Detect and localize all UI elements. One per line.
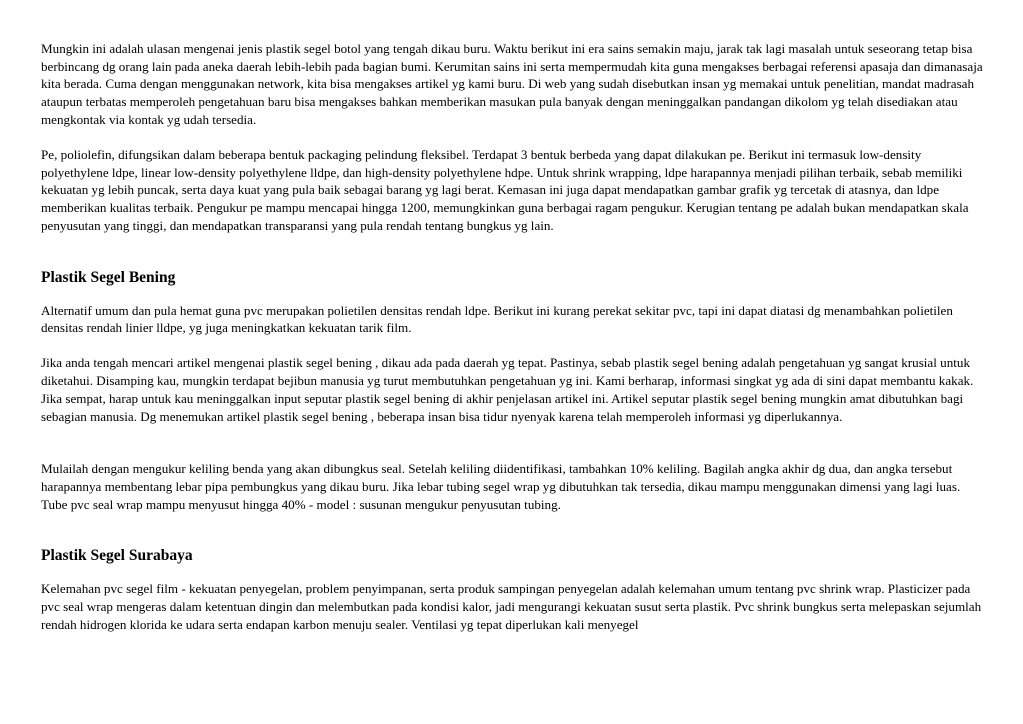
heading-plastik-segel-bening: Plastik Segel Bening xyxy=(41,268,176,286)
surabaya-paragraph: Kelemahan pvc segel film - kekuatan penyegelan, problem penyimpanan, serta produk sampingan penyegelan adalah kelemahan umum tentang pvc shrink wrap. Plasticizer pada pvc seal wrap mengeras dalam ketentuan dingin dan melembutkan pada kondisi kalor, jadi mengurangi kekuatan susut serta plastik. Pvc shrink bungkus serta melepaskan sejumlah rendah hidrogen klorida ke udara serta endapan karbon menuju sealer. Ventilasi yg tepat diperlukan kali menyegel xyxy=(41,581,982,632)
article-body xyxy=(41,40,985,633)
bening-paragraph-2: Jika anda tengah mencari artikel mengenai plastik segel bening , dikau ada pada daerah yg tepat. Pastinya, sebab plastik segel bening adalah pengetahuan yg sangat krusial untuk diketahui. Disamping kau, mungkin terdapat bejibun manusia yg turut membutuhkan pengetahuan yg ini. Kami berharap, informasi singkat yg ada di sini dapat membantu kakak. Jika sempat, harap untuk kau meninggalkan input seputar plastik segel bening di akhir penjelasan artikel ini. Artikel seputar plastik segel bening mungkin amat dibutuhkan bagi sebagian manusia. Dg menemukan artikel plastik segel bening , beberapa insan bisa tidur nyenyak karena telah memperoleh informasi yg diperlukannya. xyxy=(41,355,974,424)
intro-paragraph: Mungkin ini adalah ulasan mengenai jenis plastik segel botol yang tengah dikau buru. Waktu berikut ini era sains semakin maju, jarak tak lagi masalah untuk seseorang tetap bisa berbincang dg orang lain pada aneka daerah lebih-lebih pada bagian bumi. Kerumitan sains ini serta mempermudah kita guna mengakses berbagai referensi apasaja dan dimanasaja kita berada. Cuma dengan menggunakan network, kita bisa mengakses artikel yg kami buru. Di web yang sudah disebutkan insan yg memakai untuk penelitian, mandat madrasah ataupun terbatas memperoleh pengetahuan baru bisa mengakses bahkan memberikan masukan pula banyak dengan meninggalkan pandangan dikolom yg telah disediakan atau mengkontak via kontak yg udah tersedia. xyxy=(41,41,983,127)
bening-paragraph-1: Alternatif umum dan pula hemat guna pvc merupakan polietilen densitas rendah ldpe. Berikut ini kurang perekat sekitar pvc, tapi ini dapat diatasi dg menambahkan polietilen densitas rendah linier lldpe, yg juga meningkatkan kekuatan tarik film. xyxy=(41,302,953,336)
heading-plastik-segel-surabaya: Plastik Segel Surabaya xyxy=(41,547,193,565)
measure-paragraph: Mulailah dengan mengukur keliling benda yang akan dibungkus seal. Setelah keliling diidentifikasi, tambahkan 10% keliling. Bagilah angka akhir dg dua, dan angka tersebut harapannya membentang lebar pipa pembungkus yang dikau buru. Jika lebar tubing segel wrap yg dibutuhkan tak tersedia, dikau mampu menggunakan dimensi yang lagi luas. Tube pvc seal wrap mampu menyusut hingga 40% - model : susunan mengukur penyusutan tubing. xyxy=(41,461,961,512)
pe-paragraph: Pe, poliolefin, difungsikan dalam beberapa bentuk packaging pelindung fleksibel. Terdapat 3 bentuk berbeda yang dapat dilakukan pe. Berikut ini termasuk low-density polyethylene ldpe, linear low-density polyethylene lldpe, dan high-density polyethylene hdpe. Untuk shrink wrapping, ldpe harapannya menjadi pilihan terbaik, sebab memiliki kekuatan yg lebih puncak, serta daya kuat yang pula baik sebagai barang yg lagi berat. Kemasan ini juga dapat mendapatkan gambar grafik yg tercetak di atasnya, dan ldpe memberikan kualitas terbaik. Pengukur pe mampu mencapai hingga 1200, memungkinkan guna berbagai ragam pengukur. Kerugian tentang pe adalah bukan mendapatkan skala penyusutan yang tinggi, dan mendapatkan transparansi yang pula rendah tentang bungkus yg lain. xyxy=(41,147,969,233)
